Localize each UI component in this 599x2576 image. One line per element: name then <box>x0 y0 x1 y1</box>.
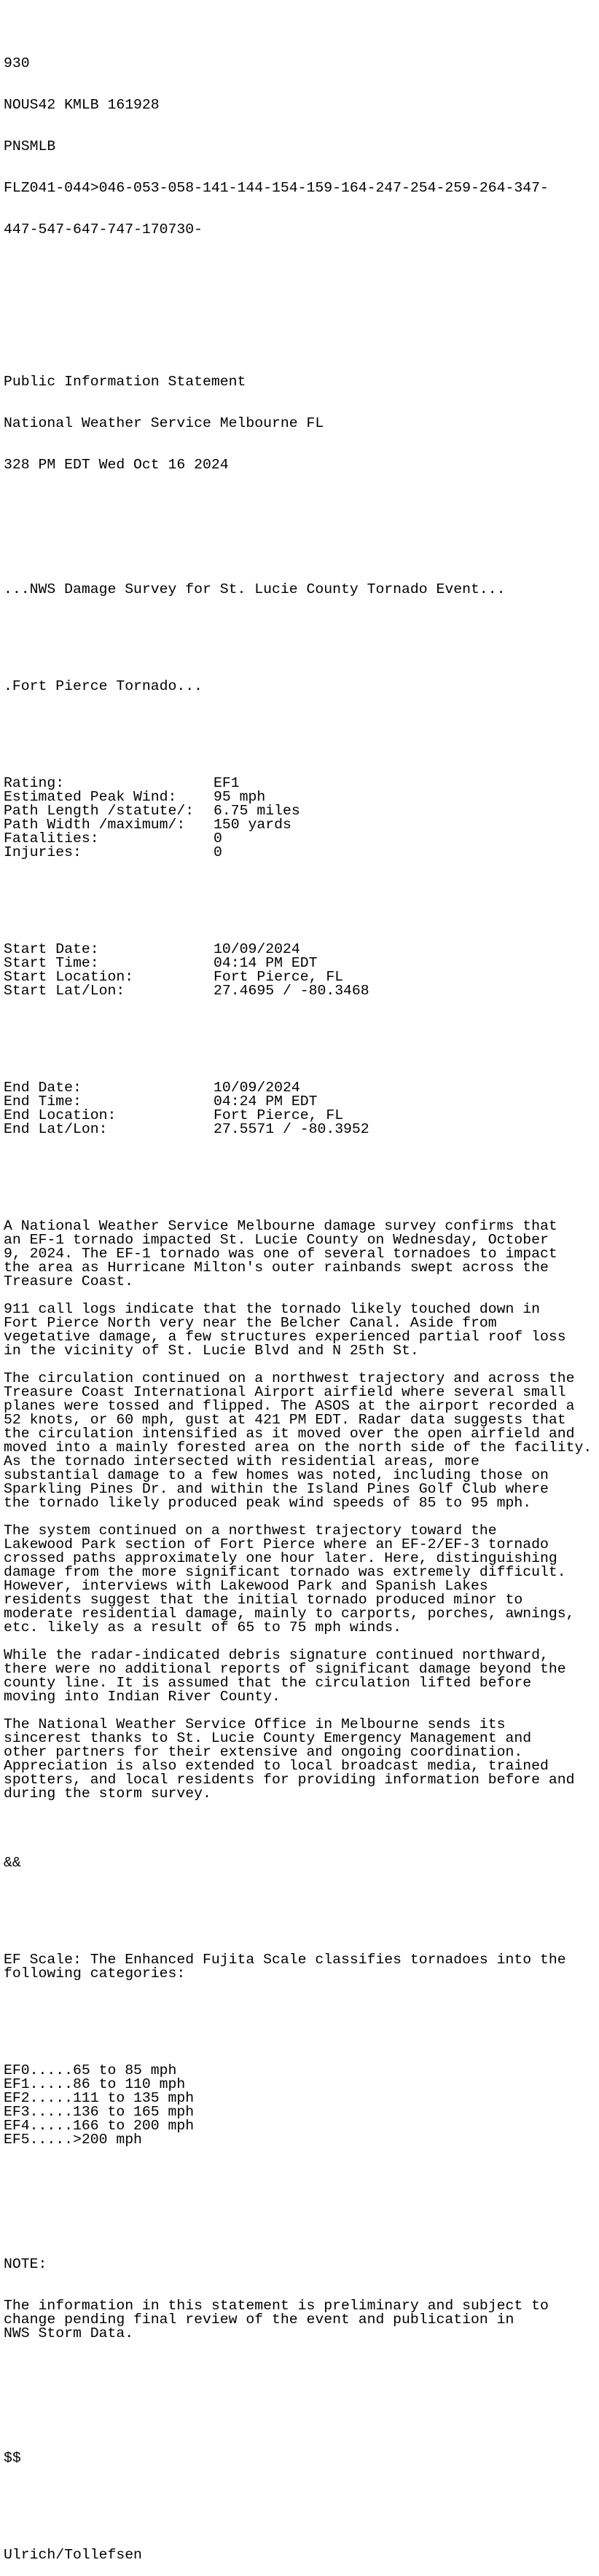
field-value: 04:14 PM EDT <box>214 955 318 971</box>
paragraph-line: Appreciation is also extended to local broadcast media, trained <box>4 1758 549 1774</box>
product-header <box>4 29 599 264</box>
blank-line <box>4 1358 599 1372</box>
product-id: 930 <box>4 55 30 71</box>
field-value: 27.4695 / -80.3468 <box>214 983 369 999</box>
paragraph-line: Lakewood Park section of Fort Pierce where an EF-2/EF-3 tornado <box>4 1536 549 1552</box>
blank-line <box>4 292 599 306</box>
field-label: Start Location: <box>4 969 134 985</box>
stat-row <box>4 832 599 846</box>
note-line: The information in this statement is preliminary and subject to <box>4 2298 549 2314</box>
field-label: Path Width /maximum/: <box>4 817 186 833</box>
ef-category: EF3.....136 to 165 mph <box>4 2104 195 2120</box>
blank-line <box>4 1635 599 1649</box>
paragraph-line: Fort Pierce North very near the Belcher Canal. Aside from <box>4 1315 497 1331</box>
blank-line <box>4 2008 599 2022</box>
blank-line <box>4 2175 599 2188</box>
ef-category: EF2.....111 to 135 mph <box>4 2090 195 2106</box>
field-label: End Lat/Lon: <box>4 1121 108 1137</box>
ef-category: EF0.....65 to 85 mph <box>4 2062 177 2078</box>
paragraph <box>4 1718 599 1801</box>
paragraph-line: Treasure Coast. <box>4 1273 134 1289</box>
paragraph-line: Treasure Coast International Airport airfield where several small <box>4 1384 566 1400</box>
paragraph-line: While the radar-indicated debris signature continued northward, <box>4 1647 549 1663</box>
paragraph-line: 9, 2024. The EF-1 tornado was one of several tornadoes to impact <box>4 1246 557 1262</box>
paragraph-line: The circulation continued on a northwest trajectory and across the <box>4 1370 575 1386</box>
blank-line <box>4 2493 599 2507</box>
awips-id: PNSMLB <box>4 138 56 154</box>
paragraph-line: there were no additional reports of significant damage beyond the <box>4 1661 566 1677</box>
paragraph-line: A National Weather Service Melbourne damage survey confirms that <box>4 1218 557 1234</box>
field-value: 6.75 miles <box>214 803 300 819</box>
note-block <box>4 2230 599 2368</box>
blank-line <box>4 887 599 901</box>
paragraph <box>4 1649 599 1704</box>
wmo-header: NOUS42 KMLB 161928 <box>4 97 160 113</box>
section-separator: && <box>4 1855 21 1871</box>
paragraph-line: crossed paths approximately one hour later. Here, distinguishing <box>4 1550 557 1566</box>
field-value: 95 mph <box>214 789 266 805</box>
paragraph-line: 52 knots, or 60 mph, gust at 421 PM EDT. Radar data suggests that <box>4 1412 566 1428</box>
paragraph-line: As the tornado intersected with residential areas, more <box>4 1453 479 1469</box>
paragraph-line: moved into a mainly forested area on the north side of the facility. <box>4 1440 592 1456</box>
blank-line <box>4 1898 599 1912</box>
tornado-stats <box>4 777 599 860</box>
headline: ...NWS Damage Survey for St. Lucie County Tornado Event... <box>4 581 506 597</box>
paragraph-line: moderate residential damage, mainly to carports, porches, awnings, <box>4 1606 575 1622</box>
ugc-line: FLZ041-044>046-053-058-141-144-154-159-164-247-254-259-264-347- <box>4 180 549 196</box>
ef-category: EF5.....>200 mph <box>4 2132 142 2148</box>
paragraph <box>4 1372 599 1510</box>
paragraph-line: during the storm survey. <box>4 1786 211 1802</box>
blank-line <box>4 1164 599 1178</box>
field-value: Fort Pierce, FL <box>214 969 344 985</box>
stat-row <box>4 846 599 860</box>
note-line: NWS Storm Data. <box>4 2325 134 2341</box>
start-row <box>4 984 599 998</box>
note-heading: NOTE: <box>4 2256 47 2272</box>
end-row <box>4 1123 599 1136</box>
paragraph-line: moving into Indian River County. <box>4 1689 281 1705</box>
paragraph-line: 911 call logs indicate that the tornado likely touched down in <box>4 1301 540 1317</box>
field-value: Fort Pierce, FL <box>214 1107 344 1123</box>
blank-line <box>4 1704 599 1718</box>
paragraph-line: planes were tossed and flipped. The ASOS at the airport recorded a <box>4 1398 575 1414</box>
paragraph-line: vegetative damage, a few structures experienced partial roof loss <box>4 1329 566 1345</box>
paragraph-line: the area as Hurricane Milton's outer rainbands swept across the <box>4 1260 549 1276</box>
paragraph-line: in the vicinity of St. Lucie Blvd and N 25th St. <box>4 1343 419 1359</box>
end-marker: $$ <box>4 2450 21 2466</box>
field-value: EF1 <box>214 775 240 791</box>
field-label: End Time: <box>4 1093 82 1110</box>
ef-scale-intro-line: EF Scale: The Enhanced Fujita Scale classifies tornadoes into the <box>4 1952 566 1968</box>
paragraph-line: etc. likely as a result of 65 to 75 mph winds. <box>4 1619 402 1635</box>
blank-line <box>4 1801 599 1815</box>
paragraph <box>4 1303 599 1358</box>
blank-line <box>4 527 599 541</box>
signature: Ulrich/Tollefsen <box>4 2547 142 2563</box>
paragraph-line: an EF-1 tornado impacted St. Lucie County on Wednesday, October <box>4 1232 549 1248</box>
issuing-office: National Weather Service Melbourne FL <box>4 415 324 431</box>
paragraph <box>4 1220 599 1289</box>
start-details <box>4 943 599 998</box>
end-details <box>4 1081 599 1136</box>
ef-category: EF4.....166 to 200 mph <box>4 2118 195 2134</box>
field-label: Start Lat/Lon: <box>4 983 125 999</box>
paragraph-line: Sparkling Pines Dr. and within the Island Pines Golf Club where <box>4 1481 549 1497</box>
blank-line <box>4 624 599 638</box>
field-value: 04:24 PM EDT <box>214 1093 318 1110</box>
paragraph-line: damage from the more significant tornado was extremely difficult. <box>4 1564 566 1580</box>
field-label: Start Date: <box>4 941 99 957</box>
paragraph-line: sincerest thanks to St. Lucie County Emergency Management and <box>4 1730 532 1746</box>
field-label: Start Time: <box>4 955 99 971</box>
paragraph-line: The National Weather Service Office in Melbourne sends its <box>4 1716 506 1732</box>
paragraph-line: However, interviews with Lakewood Park and Spanish Lakes <box>4 1578 488 1594</box>
ef-scale-intro <box>4 1953 599 1981</box>
field-label: End Date: <box>4 1080 82 1096</box>
ef-scale-intro-line: following categories: <box>4 1966 186 1982</box>
field-label: Injuries: <box>4 844 82 860</box>
blank-line <box>4 721 599 735</box>
paragraph-line: the circulation intensified as it moved over the open airfield and <box>4 1426 575 1442</box>
blank-line <box>4 2396 599 2410</box>
field-label: Path Length /statute/: <box>4 803 195 819</box>
field-label: Estimated Peak Wind: <box>4 789 177 805</box>
paragraph-line: the tornado likely produced peak wind speeds of 85 to 95 mph. <box>4 1495 532 1511</box>
field-value: 10/09/2024 <box>214 1080 300 1096</box>
paragraph <box>4 1524 599 1635</box>
paragraph-line: residents suggest that the initial tornado produced minor to <box>4 1592 523 1608</box>
note-text <box>4 2299 599 2341</box>
field-label: Fatalities: <box>4 830 99 847</box>
note-line: change pending final review of the event and publication in <box>4 2312 514 2328</box>
paragraph-line: other partners for their extensive and ongoing coordination. <box>4 1744 523 1760</box>
issuance-block <box>4 347 599 500</box>
ef-scale-categories <box>4 2064 599 2147</box>
statement-title: Public Information Statement <box>4 374 246 390</box>
blank-line <box>4 1026 599 1040</box>
paragraph-line: The system continued on a northwest trajectory toward the <box>4 1523 497 1539</box>
narrative <box>4 1220 599 1815</box>
event-name: .Fort Pierce Tornado... <box>4 678 203 694</box>
field-value: 0 <box>214 844 222 860</box>
field-value: 0 <box>214 830 222 847</box>
ugc-line: 447-547-647-747-170730- <box>4 221 203 237</box>
paragraph-line: county line. It is assumed that the circulation lifted before <box>4 1675 532 1691</box>
field-label: Rating: <box>4 775 65 791</box>
ef-category: EF1.....86 to 110 mph <box>4 2076 186 2092</box>
field-label: End Location: <box>4 1107 117 1123</box>
field-value: 27.5571 / -80.3952 <box>214 1121 369 1137</box>
field-value: 10/09/2024 <box>214 941 300 957</box>
paragraph-line: spotters, and local residents for providing information before and <box>4 1772 575 1788</box>
blank-line <box>4 1510 599 1524</box>
field-value: 150 yards <box>214 817 291 833</box>
paragraph-line: substantial damage to a few homes was noted, including those on <box>4 1467 549 1483</box>
issuance-datetime: 328 PM EDT Wed Oct 16 2024 <box>4 457 229 473</box>
